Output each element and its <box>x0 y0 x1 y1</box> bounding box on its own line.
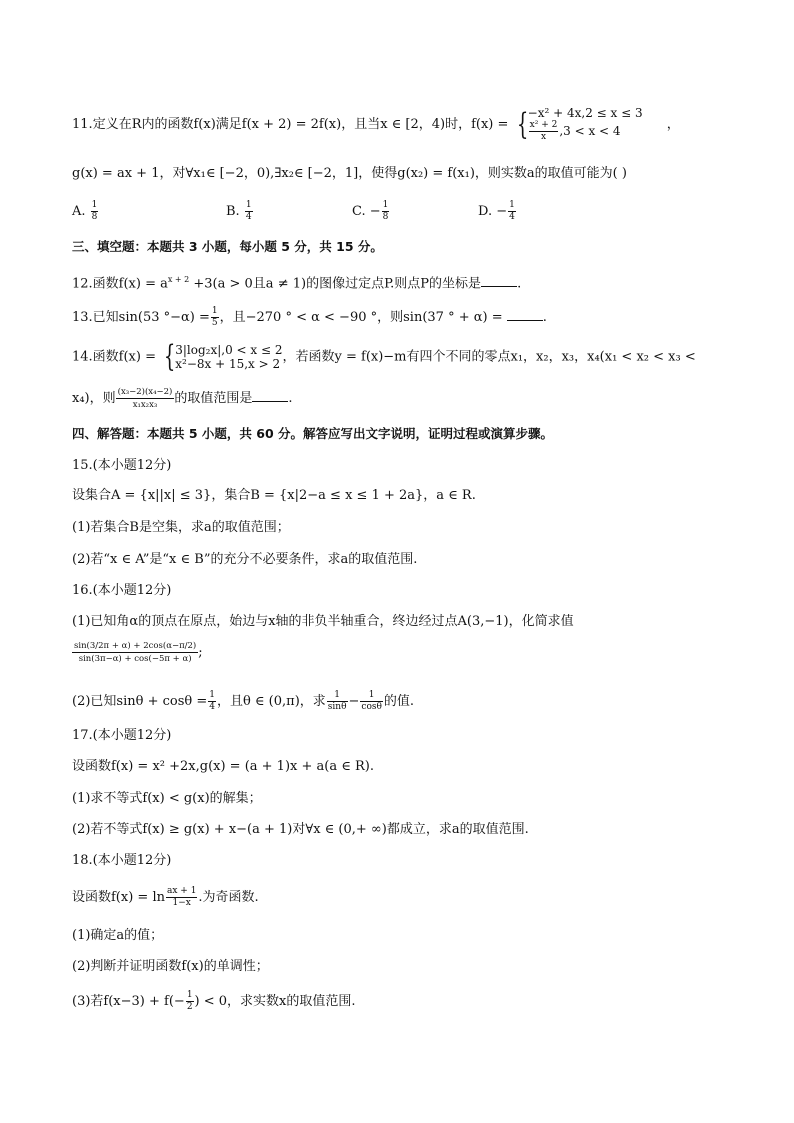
q11-number: 11. <box>72 117 93 132</box>
q11-trail: ， <box>666 117 680 132</box>
q11-option-c[interactable]: C. − $\frac{1}{8}$ <box>352 200 389 222</box>
q17-l1: 设函数f(x) = x² +2x,g(x) = (a + 1)x + a(a ∈ R). <box>72 759 374 774</box>
q11-option-a[interactable]: A. $\frac{1}{8}$ <box>72 200 98 222</box>
q16-fraction: $\frac{\sin(3/2\pi + \alpha) + 2\cos(\alpha-\pi/2)}{\sin(3\pi-\alpha) + \cos(-5\pi + \alpha)}$ ; <box>74 641 203 664</box>
q15-l1: 设集合A = {x||x| ≤ 3}，集合B = {x|2−a ≤ x ≤ 1 + 2a}，a ∈ R. <box>72 488 476 503</box>
q11-line1 <box>72 106 722 143</box>
q11-line2: g(x) = ax + 1，对∀x₁∈ [−2，0),∃x₂∈ [−2，1]，使得g(x₂) = f(x₁)，则实数a的取值可能为( ) <box>72 166 627 181</box>
section-solutions: 四、解答题：本题共 5 小题，共 60 分。解答应写出文字说明，证明过程或演算步骤。 <box>72 426 554 441</box>
q11-piecewise <box>528 106 643 143</box>
q17-l3: (2)若不等式f(x) ≥ g(x) + x−(a + 1)对∀x ∈ (0,+ ∞)都成立，求a的取值范围. <box>72 822 529 837</box>
q11-option-b[interactable]: B. $\frac{1}{4}$ <box>226 200 252 222</box>
q14-line2: x₄)，则 $\frac{\text{(x₃−2)(x₄−2)}}{\text{x₁x₂x₃}}$ 的取值范围是 . <box>72 387 293 410</box>
q12-answer-blank[interactable] <box>481 276 517 287</box>
section-fill-in: 三、填空题：本题共 3 小题，每小题 5 分，共 15 分。 <box>72 239 383 254</box>
q18-l1: 设函数f(x) = ln $\frac{ax + 1}{1-x}$ .为奇函数. <box>72 886 259 908</box>
q18-head: 18.(本小题12分) <box>72 853 172 868</box>
q17-l2: (1)求不等式f(x) < g(x)的解集； <box>72 791 262 806</box>
q14-answer-blank[interactable] <box>252 391 288 402</box>
q15-head: 15.(本小题12分) <box>72 458 172 473</box>
q15-l3: (2)若“x ∈ A”是“x ∈ B”的充分不必要条件，求a的取值范围. <box>72 552 418 567</box>
q13: 13.已知sin(53 °−α) = $\frac{1}{5}$ ，且−270 ° < α < −90 °，则sin(37 ° + α) = . <box>72 306 547 328</box>
q11-piece2: $\frac{\text{x² + 2}}{x}$ ,3 < x < 4 <box>529 120 621 142</box>
q12: 12.函数$f(x) = a^{x + 2} +3(a > 0$且a ≠ 1)的图像过定点P.则点P的坐标是 . <box>72 275 522 292</box>
q16-head: 16.(本小题12分) <box>72 583 172 598</box>
q11-piece1: −x² + 4x,2 ≤ x ≤ 3 <box>527 106 643 120</box>
q11-lead: 定义在R内的函数f(x)满足f(x + 2) = 2f(x)，且当x ∈ [2，4)时，f(x) = <box>92 117 509 132</box>
q11-options <box>72 200 722 226</box>
q17-head: 17.(本小题12分) <box>72 728 172 743</box>
q14-line1: 14.函数f(x) = { 3|log₂x|,0 < x ≤ 2 x²−8x + 15,x > 2 ，若函数y = f(x)−m有四个不同的零点x₁，x₂，x₃，x₄(x₁ < x₂ < x₃ < <box>72 339 696 374</box>
q18-l3: (2)判断并证明函数f(x)的单调性； <box>72 959 269 974</box>
q16-l2: (2)已知sinθ + cosθ = $\frac{1}{4}$ ，且θ ∈ (0,π)，求 $\frac{1}{\sin\theta}$ − $\frac{1}{\cos\theta}$ 的值. <box>72 690 415 712</box>
q11-option-d[interactable]: D. − $\frac{1}{4}$ <box>478 200 515 222</box>
q18-l2: (1)确定a的值； <box>72 928 164 943</box>
q18-l4: (3)若f(x−3) + f(− $\frac{1}{2}$ ) < 0，求实数x的取值范围. <box>72 990 356 1012</box>
q11-brace: { <box>516 106 528 142</box>
q15-l2: (1)若集合B是空集，求a的取值范围； <box>72 520 290 535</box>
q16-l1: (1)已知角α的顶点在原点，始边与x轴的非负半轴重合，终边经过点A(3,−1)，化简求值 <box>72 614 574 629</box>
q13-answer-blank[interactable] <box>507 310 543 321</box>
